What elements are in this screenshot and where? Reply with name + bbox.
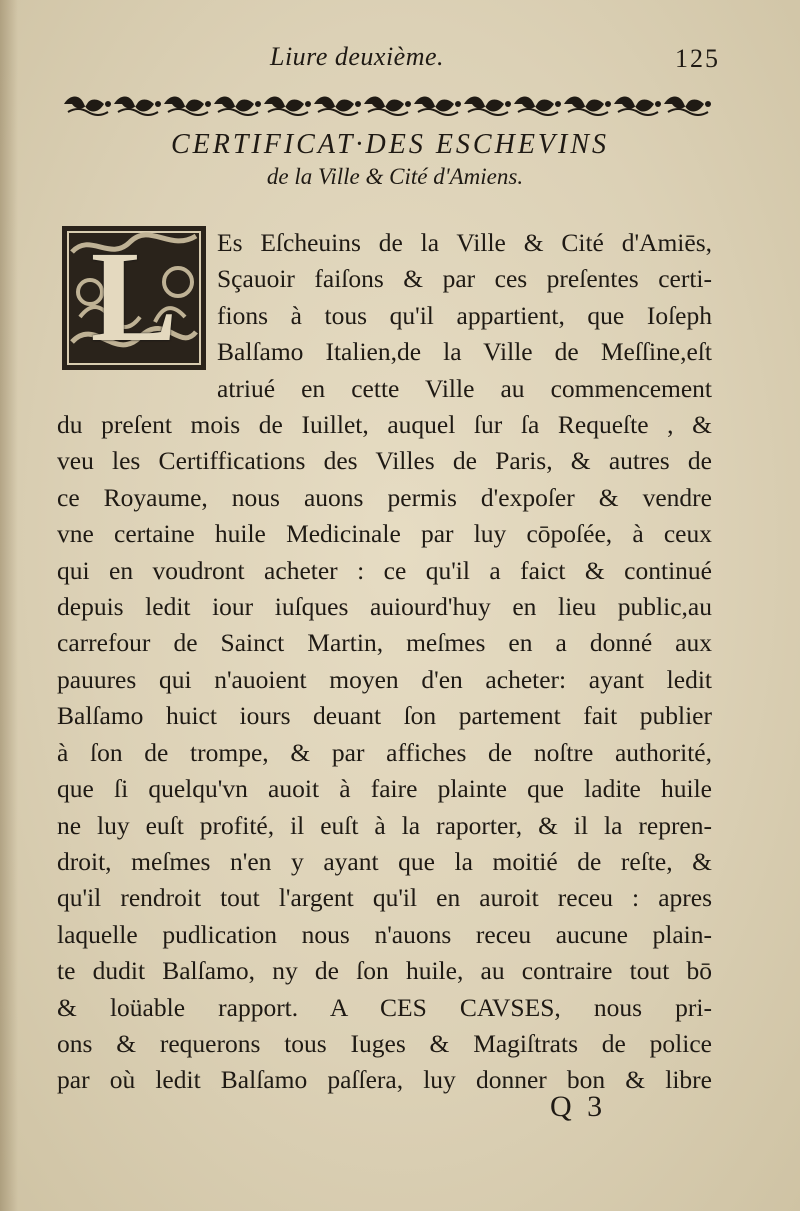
ornamental-border xyxy=(62,92,712,116)
text-line: & loüable rapport. A CES CAVSES, nous pri- xyxy=(57,992,712,1022)
text-line: pauures qui n'auoient moyen d'en acheter: ayant ledit xyxy=(57,664,712,694)
text-line: qui en voudront acheter : ce qu'il a faict & continué xyxy=(57,555,712,585)
text-line: du preſent mois de Iuillet, auquel ſur ſa Requeſte , & xyxy=(57,410,712,440)
text-line: veu les Certiffications des Villes de Paris, & autres de xyxy=(57,446,712,476)
text-line: Sçauoir faiſons & par ces preſentes certi- xyxy=(217,264,712,294)
text-line: ce Royaume, nous auons permis d'expoſer & vendre xyxy=(57,482,712,512)
text-line: carrefour de Sainct Martin, meſmes en a donné aux xyxy=(57,628,712,658)
text-line: te dudit Balſamo, ny de ſon huile, au contraire tout bō xyxy=(57,956,712,986)
running-title: Liure deuxième. xyxy=(270,42,445,71)
text-line: par où ledit Balſamo paſſera, luy donner bon & libre xyxy=(57,1065,712,1095)
text-line: que ſi quelqu'vn auoit à faire plainte que ladite huile xyxy=(57,774,712,804)
text-line: ons & requerons tous Iuges & Magiſtrats de police xyxy=(57,1028,712,1058)
text-line: Balſamo Italien,de la Ville de Meſſine,eſt xyxy=(217,337,712,367)
text-line: atriué en cette Ville au commencement xyxy=(217,373,712,403)
certificate-heading xyxy=(60,128,720,192)
page-header xyxy=(60,40,720,80)
text-line: ne luy euſt profité, il euſt à la raporter, & il la repren- xyxy=(57,810,712,840)
text-line: fions à tous qu'il appartient, que Ioſeph xyxy=(217,300,712,330)
certificate-text xyxy=(57,225,712,1099)
ornament-band-icon xyxy=(62,92,712,116)
text-line: à ſon de trompe, & par affiches de noſtre authorité, xyxy=(57,737,712,767)
text-line: Es Eſcheuins de la Ville & Cité d'Amiēs, xyxy=(217,228,712,257)
text-line: qu'il rendroit tout l'argent qu'il en auroit receu : apres xyxy=(57,883,712,913)
text-line: vne certaine huile Medicinale par luy cōpoſée, à ceux xyxy=(57,519,712,549)
heading-subtitle: de la Ville & Cité d'Amiens. xyxy=(266,164,524,189)
text-line: droit, meſmes n'en y ayant que la moitié de reſte, & xyxy=(57,846,712,876)
initial-letter: L xyxy=(90,225,178,369)
page-number: 125 xyxy=(675,44,720,73)
signature-mark: Q 3 xyxy=(550,1090,607,1123)
text-line: Balſamo huict iours deuant ſon partement fait publier xyxy=(57,701,712,731)
text-line: depuis ledit iour iuſques auiourd'huy en lieu public,au xyxy=(57,592,712,622)
heading-title: CERTIFICAT·DES ESCHEVINS xyxy=(170,129,610,160)
text-line: laquelle pudlication nous n'auons receu aucune plain- xyxy=(57,919,712,949)
